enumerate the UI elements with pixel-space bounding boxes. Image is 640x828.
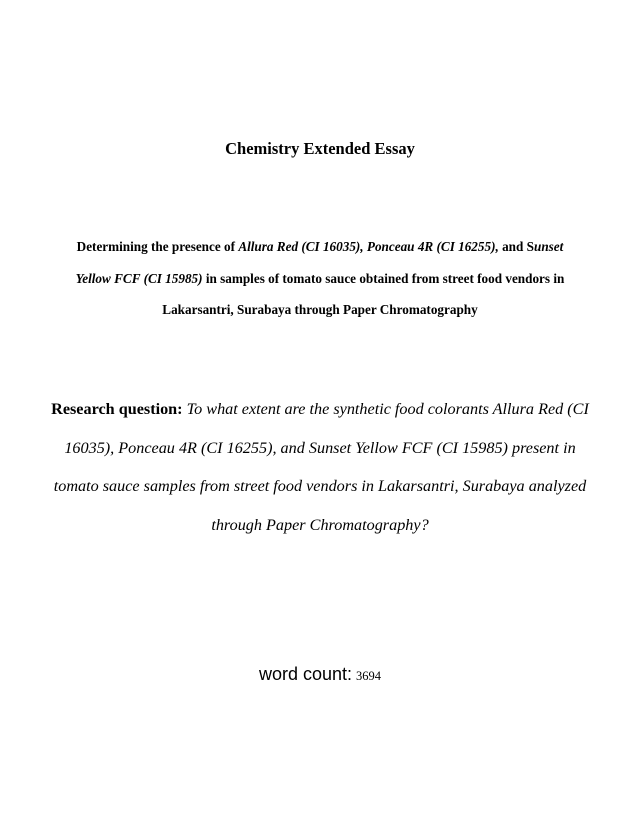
subtitle-text-1: Determining the presence of (76, 239, 239, 254)
subtitle-colorants-2: unset Yellow FCF (CI 15985) (75, 239, 564, 286)
page-title: Chemistry Extended Essay (225, 139, 415, 158)
subtitle-colorants-1: Allura Red (CI 16035), Ponceau 4R (CI 16255), (238, 239, 499, 254)
word-count-value: 3694 (356, 669, 382, 683)
research-question-label: Research question: (51, 400, 183, 418)
subtitle-text-2: and S (498, 239, 534, 254)
subtitle-text-3: in samples of tomato sauce obtained from street food vendors in Lakarsantri, Surabaya through Paper Chromatography (162, 270, 565, 317)
essay-subtitle (60, 231, 580, 326)
word-count (0, 664, 640, 685)
research-question-text: To what extent are the synthetic food colorants Allura Red (CI 16035), Ponceau 4R (CI 16255), and Sunset Yellow FCF (CI 15985) present in tomato sauce samples from street food vendors in Lakarsantri, Surabaya analyzed through Paper Chromatography? (53, 400, 589, 534)
word-count-label: word count: (258, 664, 353, 684)
research-question (40, 390, 600, 544)
